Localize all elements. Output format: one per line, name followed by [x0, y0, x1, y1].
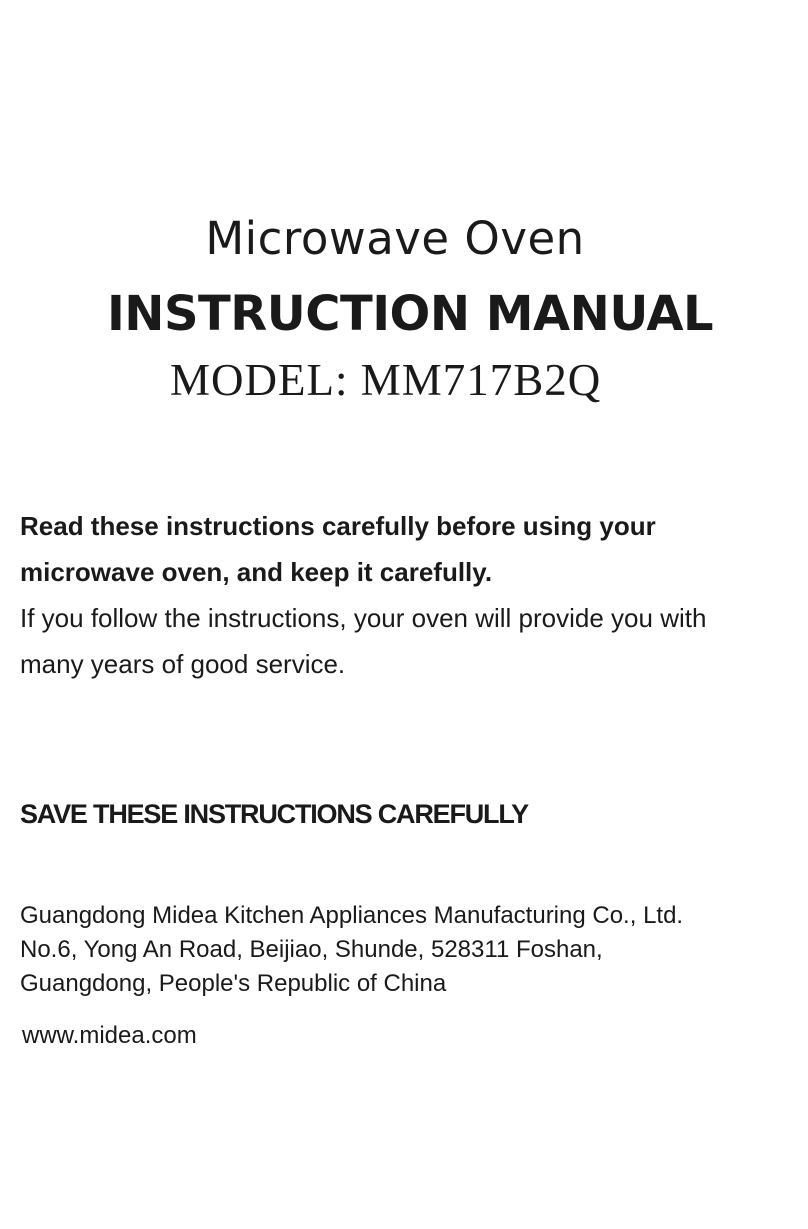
address-line-1: Guangdong Midea Kitchen Appliances Manufacturing Co., Ltd. [20, 902, 684, 929]
intro-line-4: many years of good service. [20, 649, 346, 679]
save-instructions-heading: SAVE THESE INSTRUCTIONS CAREFULLY [20, 799, 528, 829]
model-number: MODEL: MM717B2Q [170, 355, 602, 405]
website-url: www.midea.com [22, 1022, 197, 1049]
intro-paragraph [20, 503, 805, 687]
product-name: Microwave Oven [205, 212, 585, 265]
intro-line-3: If you follow the instructions, your oven will provide you with [20, 603, 707, 633]
address-line-3: Guangdong, People's Republic of China [20, 970, 447, 997]
address-line-2: No.6, Yong An Road, Beijiao, Shunde, 528311 Foshan, [20, 936, 603, 963]
intro-line-2: microwave oven, and keep it carefully. [20, 557, 493, 587]
manufacturer-address [20, 899, 683, 1001]
intro-line-1: Read these instructions carefully before using your [20, 511, 656, 541]
document-title: INSTRUCTION MANUAL [106, 286, 714, 342]
